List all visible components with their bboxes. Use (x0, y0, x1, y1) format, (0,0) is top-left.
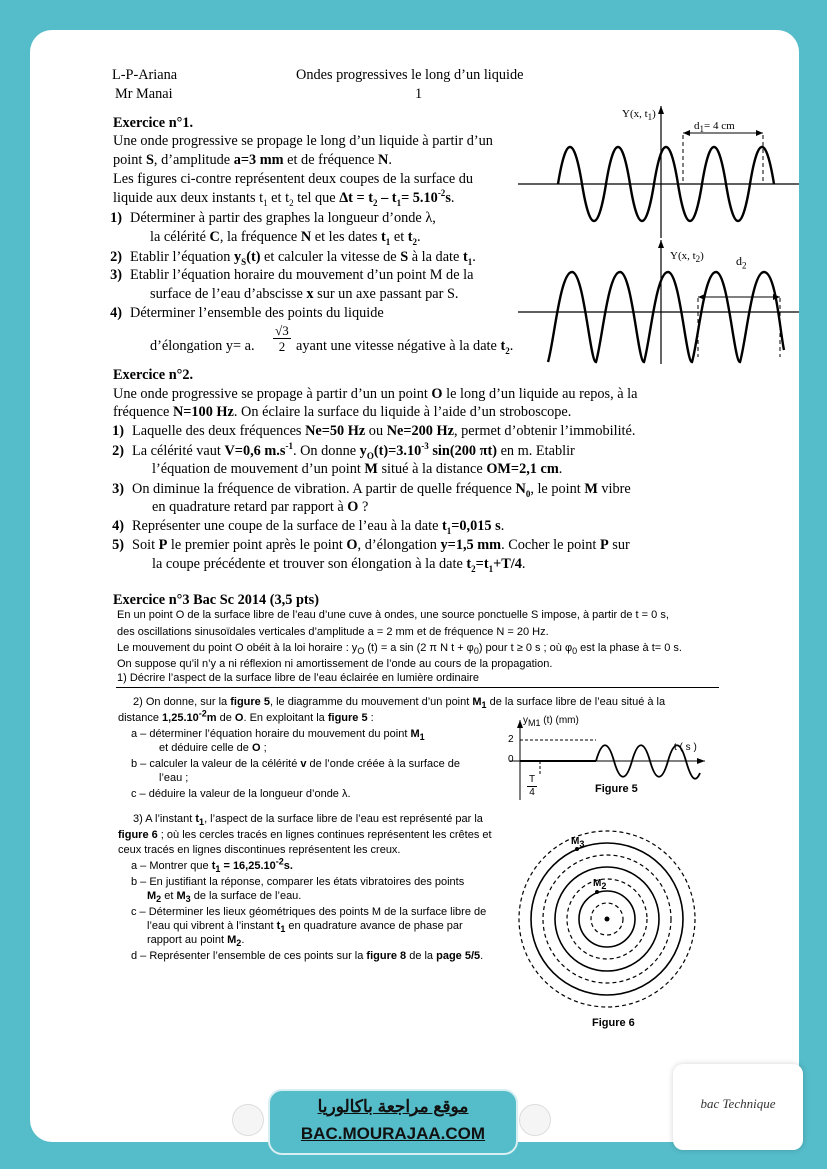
banner-arabic: موقع مراجعة باكالوريا (317, 1097, 469, 1116)
ex1-line-2: point S, d’amplitude a=3 mm et de fréquence N. (113, 152, 392, 168)
ex1-q3: 3) Etablir l’équation horaire du mouvement d’un point M de la (110, 267, 474, 283)
ex1-q2: 2) Etablir l’équation $y_S(t)$ et calculer la vitesse de S à la date $t_1$. (110, 249, 476, 267)
ex3-p3-line-3: ceux tracés en lignes discontinues représentent les creux. (118, 844, 401, 856)
ex1-q1: 1) Déterminer à partir des graphes la longueur d’onde λ, (110, 210, 436, 226)
ex2-q5: 5) Soit P le premier point après le point O, d’élongation y=1,5 mm. Cocher le point P sur (112, 537, 630, 553)
ex3-p2-a2: et déduire celle de O ; (159, 742, 267, 754)
ex3-intro-1: En un point O de la surface libre de l’eau d’une cuve à ondes, une source ponctuelle S impose, à partir de t = 0 s, (117, 609, 669, 621)
banner-site[interactable]: BAC.MOURAJAA.COM (300, 1124, 486, 1143)
ex3-p3-c: c – Déterminer les lieux géométriques des points M de la surface libre de (131, 906, 487, 918)
fig5-y0: 0 (508, 754, 514, 765)
graph1-axis-label: Y(x, $t_1$) (622, 108, 656, 123)
ex2-q2b: l’équation de mouvement d’un point M situé à la distance OM=2,1 cm. (152, 461, 563, 477)
badge-text: bac Technique (700, 1096, 776, 1111)
ex2-q5b: la coupe précédente et trouver son élongation à la date $t_2=t_1+T/4$. (152, 556, 526, 574)
ex1-q4: 4) Déterminer l’ensemble des points du liquide (110, 305, 384, 321)
ex3-p3-line-2: figure 6 ; où les cercles tracés en lignes continues représentent les crêtes et (118, 829, 492, 841)
ex3-p3-b: b – En justifiant la réponse, comparer les états vibratoires des points (131, 876, 465, 888)
teacher-name: Mr Manai (115, 86, 173, 102)
ex3-p3-b2: $M_2$ et $M_3$ de la surface de l’eau. (147, 890, 302, 905)
graph2-distance: $d_2$ (736, 254, 747, 271)
ex2-intro-1: Une onde progressive se propage à partir d’un un point O le long d’un liquide au repos, à la (113, 386, 638, 402)
ex3-p3-d: d – Représenter l’ensemble de ces points sur la figure 8 de la page 5/5. (131, 950, 484, 962)
bac-technique-badge (673, 1064, 803, 1150)
ex3-p2-line-1: 2) On donne, sur la figure 5, le diagramme du mouvement d’un point $M_1$ de la surface libre de l’eau situé à la (133, 696, 666, 711)
document-title: Ondes progressives le long d’un liquide (296, 67, 524, 83)
ex3-p3-line-1: 3) A l’instant $t_1$, l’aspect de la surface libre de l’eau est représenté par la (133, 813, 483, 828)
fraction: √3 2 (273, 323, 291, 354)
ex3-p2-line-2: distance $1,25.10^{-2}m$ de O. En exploitant la figure 5 : (118, 708, 374, 724)
ex2-q1: 1) Laquelle des deux fréquences Ne=50 Hz ou Ne=200 Hz, permet d’obtenir l’immobilité. (112, 423, 636, 439)
fig6-m3-label: $M_3$ (571, 836, 585, 849)
ex3-intro-4: On suppose qu’il n’y a ni réflexion ni amortissement de l’onde au cours de la propagation. (117, 658, 553, 670)
ex1-q3b: surface de l’eau d’abscisse x sur un axe passant par S. (150, 286, 459, 302)
ex2-q3: 3) On diminue la fréquence de vibration. A partir de quelle fréquence $N_0$, le point M vibre (112, 481, 631, 499)
ex1-line-3: Les figures ci-contre représentent deux coupes de la surface du (113, 171, 474, 187)
ex1-title: Exercice n°1. (113, 115, 194, 131)
ex3-intro-3: Le mouvement du point O obéit à la loi horaire : $y_O$ (t) = a sin (2 π N $t + \varphi_0$) pour t ≥ 0 s ; où $\varphi_0$ est la phase à t= 0 s. (117, 642, 682, 657)
ex2-intro-2: fréquence N=100 Hz. On éclaire la surface du liquide à l’aide d’un stroboscope. (113, 404, 572, 420)
ex2-q2: 2) La célérité vaut V=0,6 $m.s^{-1}$. On donne $y_O(t)=3.10^{-3}$ sin(200 πt) en m. Etablir (112, 441, 575, 461)
school-name: L-P-Ariana (112, 67, 178, 83)
fig5-x-label: t ( s ) (674, 742, 697, 753)
graph1-distance: $d_1= 4$ cm (694, 120, 735, 135)
ex2-title: Exercice n°2. (113, 367, 194, 383)
ex3-p2-b: b – calculer la valeur de la célérité v de l’onde créée à la surface de (131, 758, 460, 770)
fig5-y-label: $y_{M1}$ (t) (mm) (523, 715, 579, 728)
ex3-p3-a: a – Montrer que $t_1 = 16,25.10^{-2}s$. (131, 856, 293, 875)
ex1-line-1: Une onde progressive se propage le long d’un liquide à partir d’un (113, 133, 493, 149)
ex2-q3b: en quadrature retard par rapport à O ? (152, 499, 369, 515)
ex1-q4b-end: ayant une vitesse négative à la date $t_2$. (296, 338, 514, 356)
right-logo-icon (519, 1104, 551, 1136)
graph2-axis-label: Y(x, $t_2$) (670, 250, 704, 265)
figure-6-circles (517, 825, 697, 1015)
ex3-intro-2: des oscillations sinusoïdales verticales d’amplitude a = 2 mm et de fréquence N = 20 Hz. (117, 626, 549, 638)
left-logo-icon (232, 1104, 264, 1136)
ex1-graphs (518, 102, 799, 368)
ex1-line-4: liquide aux deux instants $t_1$ et $t_2$ tel que $\Delta t = t_2 - t_1= 5.10^{-2}s$. (113, 188, 455, 208)
ex1-q1b: la célérité C, la fréquence N et les dates $t_1$ et $t_2$. (150, 229, 421, 247)
site-banner[interactable] (268, 1089, 518, 1155)
ex2-q4: 4) Représenter une coupe de la surface de l’eau à la date $t_1=0,015$ s. (112, 518, 505, 536)
ex3-p2-a: a – déterminer l’équation horaire du mouvement du point $M_1$ (131, 728, 425, 743)
ex1-q4b: d’élongation y= a. (150, 338, 255, 354)
ex3-divider (116, 687, 719, 688)
document-page (30, 30, 799, 1142)
fig5-caption: Figure 5 (595, 783, 638, 795)
ex3-p3-c3: rapport au point $M_2$. (147, 934, 245, 949)
fig6-m2-label: $M_2$ (593, 878, 607, 891)
fig6-caption: Figure 6 (592, 1017, 635, 1029)
ex3-intro-5: 1) Décrire l’aspect de la surface libre de l’eau éclairée en lumière ordinaire (117, 672, 479, 684)
ex3-title: Exercice n°3 Bac Sc 2014 (3,5 pts) (113, 592, 319, 608)
fig5-tick: T 4 (528, 774, 536, 798)
ex3-p2-b2: l’eau ; (159, 772, 189, 784)
page-number: 1 (415, 86, 423, 102)
ex3-p2-c: c – déduire la valeur de la longueur d’onde λ. (131, 788, 351, 800)
ex3-p3-c2: l’eau qui vibrent à l’instant $t_1$ en quadrature avance de phase par (147, 920, 463, 935)
fig5-y2: 2 (508, 734, 514, 745)
